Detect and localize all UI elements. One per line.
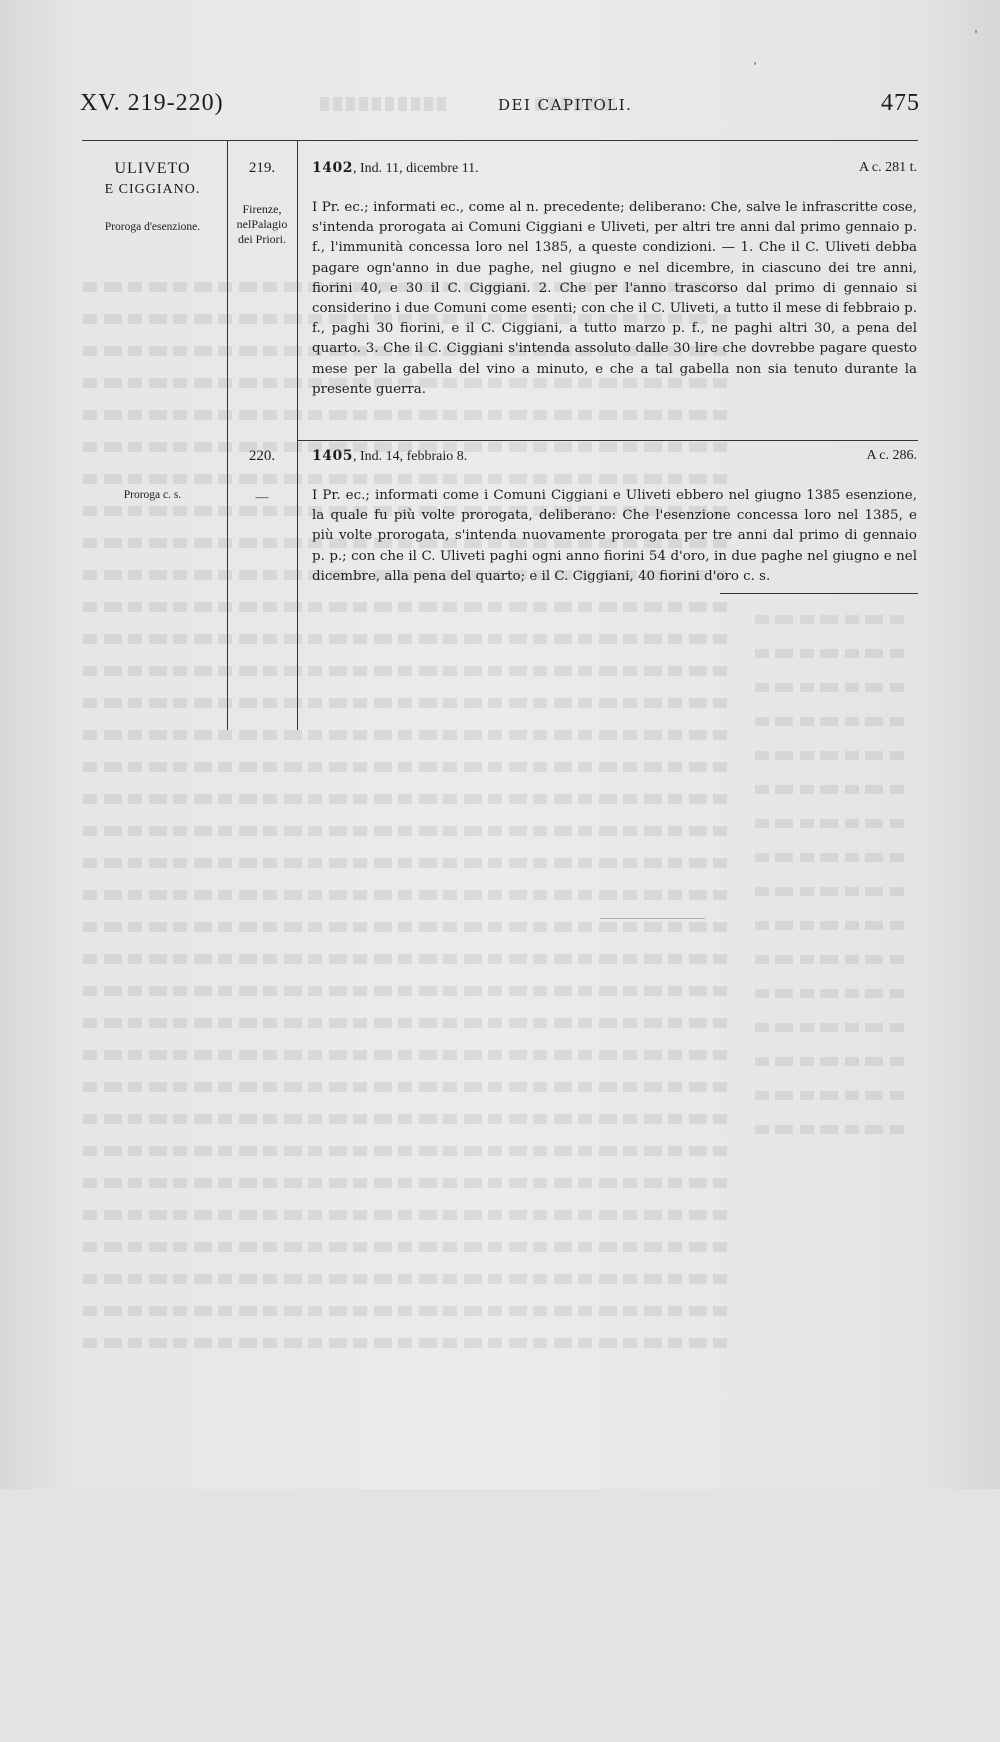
column-divider: [297, 140, 298, 730]
section-reference: XV. 219-220): [80, 90, 224, 116]
folio-reference: A c. 281 t.: [859, 160, 917, 175]
entry-number: 219.: [248, 160, 276, 176]
entry-end-rule: [720, 593, 918, 594]
page-number: 475: [881, 90, 920, 116]
subject-label: Proroga c. s.: [123, 489, 182, 501]
place-name: ULIVETO: [114, 160, 191, 177]
entry-number: 220.: [248, 448, 276, 464]
entry-text: I Pr. ec.; informati ec., come al n. precedente; deliberano: Che, salve le infrascritte cose, s'intenda prorogata ai Comuni Ciggiani e Uliveti, per altri tre anni dal primo gennaio p. f., l'immunità concessa loro nel 1385, a queste condizioni. — 1. Che il C. Uliveti debba pagare ogn'anno in due paghe, nel giugno e nel dicembre, in ciascuno dei tre anni, fiorini 40, e 30 il C. Ciggiani. 2. Che per l'anno trascorso dal primo di gennaio si considerino i due Comuni come esenti; con che il C. Uliveti, a tutto il mese di febbraio p. f., paghi 30 fiorini, e il C. Ciggiani, a tutto marzo p. f., ne paghi altri 30, a pena del quarto. 3. Che il C. Ciggiani s'intenda assoluto dalle 30 lire che dovrebbe pagare questo mese per la gabella del vino a minuto, e che a tal gabella non sia tenuto durante la presente guerra.: [312, 200, 917, 397]
entry-heading: [312, 448, 917, 465]
entry-location: —: [255, 489, 269, 504]
entry-location: Firenze, nelPalagio dei Priori.: [236, 202, 288, 246]
table-top-rule: [82, 140, 918, 141]
bleed-through-texture: [755, 615, 905, 1175]
running-title: DEI CAPITOLI.: [498, 96, 633, 114]
entry-text: I Pr. ec.; informati come i Comuni Ciggiani e Uliveti ebbero nel giugno 1385 esenzione, la quale fu più volte prorogata, deliberano: Che l'esenzione concessa loro nel 1385, e più volte prorogata, s'intenda nuovamente prorogata per tre anni dal primo di gennaio p. p.; con che il C. Uliveti paghi ogni anno fiorini 54 d'oro, in due paghe nel giugno e nel dicembre, alla pena del quarto; e il C. Ciggiani, 40 fiorini d'oro c. s.: [312, 488, 917, 584]
subject-label: Proroga d'esenzione.: [104, 221, 201, 233]
running-head: [80, 90, 920, 124]
entry-date: , Ind. 14, febbraio 8.: [352, 449, 468, 464]
place-heading: [80, 158, 225, 200]
folio-reference: A c. 286.: [866, 448, 917, 463]
paper-speck: [754, 62, 756, 65]
place-name-second: E CIGGIANO.: [104, 182, 201, 197]
entry-heading: [312, 160, 917, 177]
entry-date: , Ind. 11, dicembre 11.: [352, 161, 479, 176]
bleed-through-rule: [600, 918, 705, 919]
paper-speck: [975, 30, 977, 33]
entry-separator-rule: [298, 440, 918, 441]
entry-year: 1405: [312, 448, 353, 464]
entry-year: 1402: [312, 160, 353, 176]
